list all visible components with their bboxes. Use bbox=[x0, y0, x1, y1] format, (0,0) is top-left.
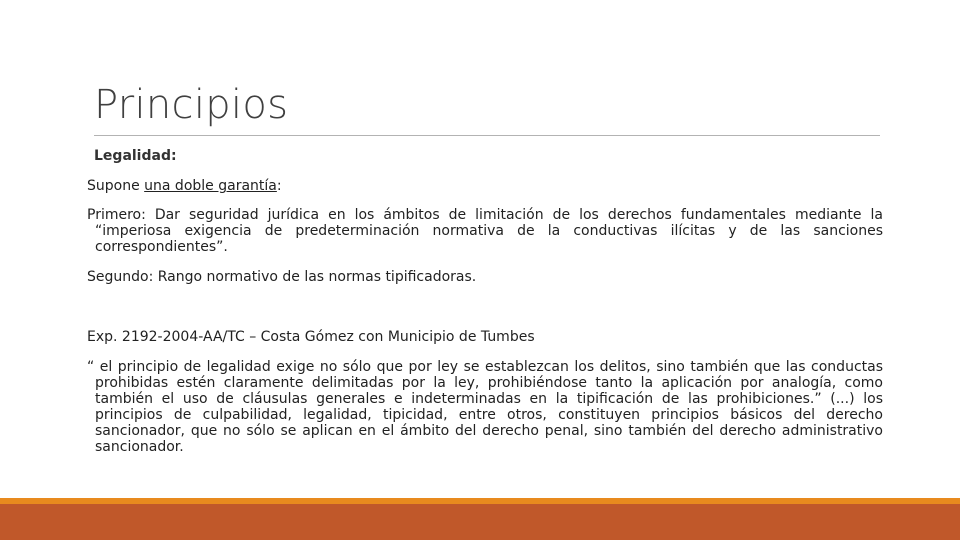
supone-line bbox=[87, 178, 282, 194]
supone-suffix: : bbox=[276, 178, 282, 194]
section-heading: Legalidad: bbox=[94, 148, 177, 164]
footer-bar bbox=[0, 504, 960, 540]
supone-underlined: una doble garantía bbox=[144, 178, 277, 194]
title-divider bbox=[94, 135, 880, 136]
supone-prefix: Supone bbox=[87, 178, 145, 194]
segundo-paragraph: Segundo: Rango normativo de las normas tipificadoras. bbox=[87, 269, 477, 285]
quote-paragraph: “ el principio de legalidad exige no sólo que por ley se establezcan los delitos, sino también que las conductas prohibidas estén claramente delimitadas por la ley, prohibiéndose tanto la aplicación por analogía, como también el uso de cláusulas generales e indeterminadas en la tipificación de las prohibiciones.” (...) los principios de culpabilidad, legalidad, tipicidad, entre otros, constituyen principios básicos del derecho sancionador, que no sólo se aplican en el ámbito del derecho penal, sino también del derecho administrativo sancionador. bbox=[87, 359, 883, 455]
expediente-reference: Exp. 2192-2004-AA/TC – Costa Gómez con Municipio de Tumbes bbox=[87, 329, 535, 345]
primero-paragraph: Primero: Dar seguridad jurídica en los ámbitos de limitación de los derechos fundamentales mediante la “imperiosa exigencia de predeterminación normativa de la conductivas ilícitas y de las sanciones correspondientes”. bbox=[87, 207, 883, 255]
slide-title: Principios bbox=[94, 82, 289, 128]
